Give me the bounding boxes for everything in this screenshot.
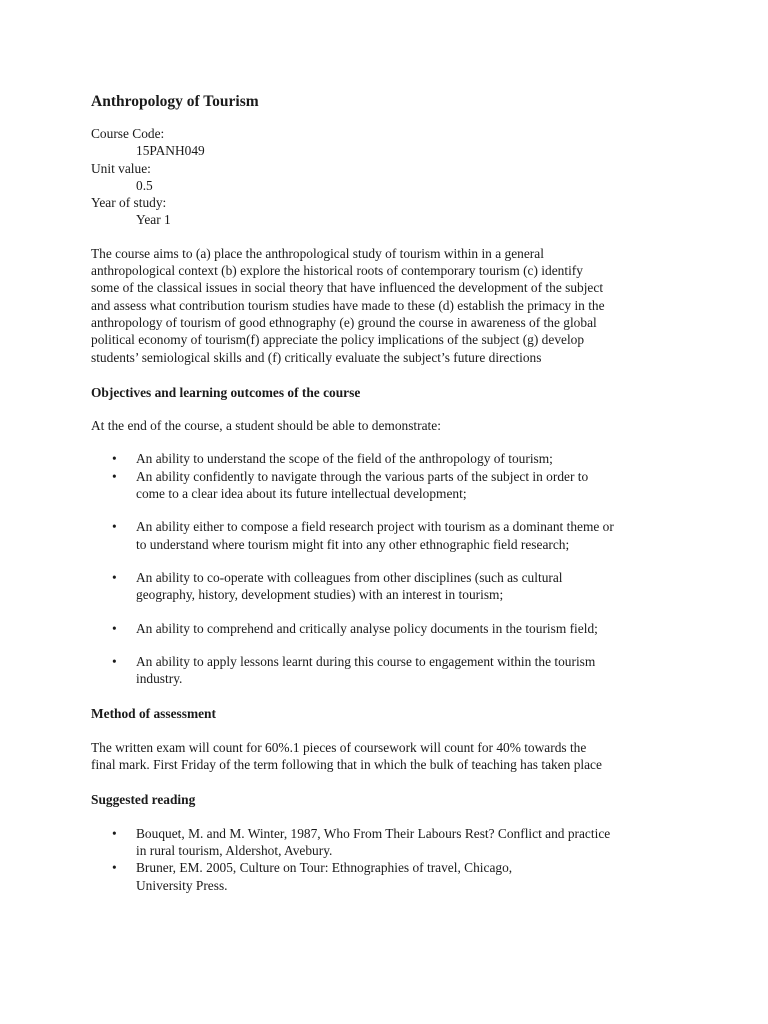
assessment-heading: Method of assessment [91,706,216,722]
assessment-line: final mark. First Friday of the term following that in which the bulk of teaching has taken place [91,757,602,773]
page-title: Anthropology of Tourism [91,93,259,110]
aims-line: and assess what contribution tourism studies have made to these (d) establish the primacy in the [91,297,605,313]
year-of-study-label: Year of study: [91,195,167,211]
aims-line: students’ semiological skills and (f) critically evaluate the subject’s future directions [91,349,542,365]
list-item [91,653,691,688]
list-item-line: University Press. [136,877,228,893]
list-item [91,620,691,637]
bullet-icon: • [112,569,117,585]
bullet-icon: • [112,860,117,876]
list-item-line: industry. [136,671,183,687]
reading-heading: Suggested reading [91,792,196,808]
list-item [91,468,691,503]
list-item-line: An ability confidently to navigate through the various parts of the subject in order to [136,468,589,484]
list-item [91,569,691,604]
course-code-label: Course Code: [91,126,165,141]
unit-value-value: 0.5 [136,177,153,193]
aims-line: some of the classical issues in social theory that have influenced the development of the subject [91,280,604,296]
list-item [91,518,691,553]
list-item [91,825,691,860]
list-item-line: An ability either to compose a field research project with tourism as a dominant theme or [136,519,614,535]
list-item-line: geography, history, development studies) with an interest in tourism; [136,587,504,603]
bullet-icon: • [112,653,117,669]
list-item-line: in rural tourism, Aldershot, Avebury. [136,842,333,858]
objectives-intro: At the end of the course, a student should be able to demonstrate: [91,418,441,434]
bullet-icon: • [112,519,117,535]
list-item [91,859,691,894]
aims-line: political economy of tourism(f) appreciate the policy implications of the subject (g) develop [91,332,585,348]
document-page [91,92,691,894]
assessment-line: The written exam will count for 60%.1 pieces of coursework will count for 40% towards the [91,739,587,755]
list-item-line: to understand where tourism might fit into any other ethnographic field research; [136,536,570,552]
course-meta [91,125,691,229]
reading-list [91,825,691,894]
objectives-heading: Objectives and learning outcomes of the course [91,384,361,400]
list-item-line: come to a clear idea about its future intellectual development; [136,486,467,502]
bullet-icon: • [112,620,117,636]
outcomes-list [91,450,691,687]
assessment-paragraph [91,739,691,774]
list-item-line: An ability to apply lessons learnt during this course to engagement within the tourism [136,653,596,669]
course-aims-paragraph [91,245,691,366]
list-item [91,450,691,467]
unit-value-label: Unit value: [91,160,151,176]
bullet-icon: • [112,451,117,467]
aims-line: anthropology of tourism of good ethnography (e) ground the course in awareness of the global [91,314,597,330]
year-of-study-value: Year 1 [136,212,171,228]
list-item-line: Bouquet, M. and M. Winter, 1987, Who From Their Labours Rest? Conflict and practice [136,825,611,841]
bullet-icon: • [112,825,117,841]
bullet-icon: • [112,468,117,484]
list-item-line: An ability to comprehend and critically analyse policy documents in the tourism field; [136,620,598,636]
course-code-value: 15PANH049 [136,143,205,159]
aims-line: The course aims to (a) place the anthropological study of tourism within in a general [91,245,544,261]
list-item-line: An ability to co-operate with colleagues from other disciplines (such as cultural [136,569,563,585]
list-item-line: An ability to understand the scope of the field of the anthropology of tourism; [136,451,553,467]
list-item-line: Bruner, EM. 2005, Culture on Tour: Ethnographies of travel, Chicago, [136,860,513,876]
aims-line: anthropological context (b) explore the historical roots of contemporary tourism (c) identify [91,263,583,279]
